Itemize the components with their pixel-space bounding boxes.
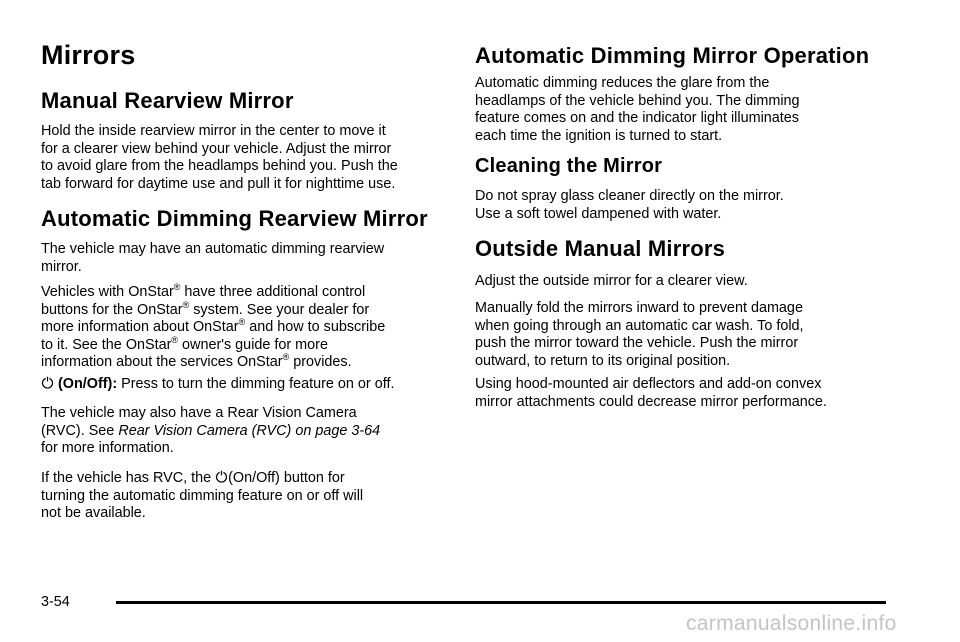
auto-dimming-operation-text: Automatic dimming reduces the glare from the headlamps of the vehicle behind you. The dimming feature comes on and the indicator light illuminates each time the ignition is turned to start. — [475, 75, 800, 144]
power-icon — [41, 376, 54, 389]
rvc-onoff-paragraph: If the vehicle has RVC, the (On/Off) button for turning the automatic dimming feature on or off will not be available. — [41, 470, 364, 521]
onstar-paragraph: Vehicles with OnStar® have three additional control buttons for the OnStar® system. See your dealer for more information about OnStar® and how to subscribe to it. See the OnStar® owner's guide for more information about the services OnStar® provides. — [41, 282, 386, 370]
onoff-button-description: (On/Off): Press to turn the dimming feature on or off. — [41, 376, 461, 394]
outside-mirror-fold-text: Manually fold the mirrors inward to prevent damage when going through an automatic car wash. To fold, push the mirror toward the vehicle. Push the mirror outward, to return to its original position. — [475, 300, 804, 369]
manual-rearview-heading: Manual Rearview Mirror — [41, 88, 294, 113]
auto-dimming-operation-heading: Automatic Dimming Mirror Operation — [475, 43, 870, 68]
watermark: carmanualsonline.info — [686, 612, 897, 635]
auto-dimming-rearview-heading: Automatic Dimming Rearview Mirror — [41, 206, 428, 231]
outside-manual-mirrors-heading: Outside Manual Mirrors — [475, 236, 726, 261]
outside-mirror-deflector-text: Using hood-mounted air deflectors and add-on convex mirror attachments could decrease mirror performance. — [475, 376, 827, 410]
page-number: 3-54 — [41, 594, 70, 610]
outside-mirror-adjust-text: Adjust the outside mirror for a clearer view. — [475, 273, 748, 289]
cleaning-mirror-heading: Cleaning the Mirror — [475, 155, 663, 177]
rvc-page-reference[interactable]: Rear Vision Camera (RVC) on page 3-64 — [118, 422, 381, 439]
rvc-paragraph: The vehicle may also have a Rear Vision Camera (RVC). See Rear Vision Camera (RVC) on page 3-64 for more information. — [41, 405, 381, 456]
footer-rule — [116, 601, 886, 604]
page-title: Mirrors — [41, 40, 136, 70]
cleaning-mirror-text: Do not spray glass cleaner directly on the mirror. Use a soft towel dampened with water. — [475, 188, 784, 222]
onoff-label: (On/Off): — [58, 376, 118, 392]
manual-rearview-text: Hold the inside rearview mirror in the center to move it for a clearer view behind your vehicle. Adjust the mirror to avoid glare from the headlamps behind you. Push the tab forward for daytime use and pull it for nighttime use. — [41, 123, 398, 192]
auto-dimming-intro: The vehicle may have an automatic dimming rearview mirror. — [41, 241, 385, 275]
power-icon — [215, 470, 228, 483]
